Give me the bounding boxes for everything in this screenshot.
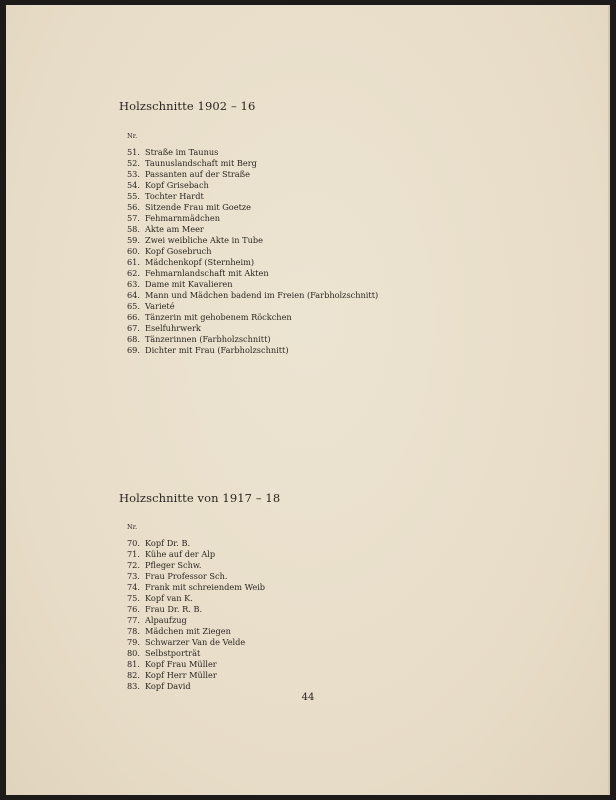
list-item	[119, 147, 539, 158]
item-number: 56.	[126, 202, 140, 212]
nr-label: Nr.	[127, 132, 138, 140]
list-item	[119, 257, 539, 268]
list-item	[119, 604, 539, 615]
list-item	[119, 626, 539, 637]
item-title: Tänzerinnen (Farbholzschnitt)	[145, 334, 271, 344]
section-heading: Holzschnitte von 1917 – 18	[119, 491, 281, 505]
item-number: 66.	[126, 312, 140, 322]
woodcuts-1917-18-section	[119, 491, 539, 692]
item-number: 63.	[126, 279, 140, 289]
list-item	[119, 637, 539, 648]
item-number: 55.	[126, 191, 140, 201]
item-title: Zwei weibliche Akte in Tube	[145, 235, 263, 245]
list-item	[119, 615, 539, 626]
list-item	[119, 180, 539, 191]
item-number: 70.	[126, 538, 140, 548]
document-page	[6, 5, 610, 795]
item-number: 51.	[126, 147, 140, 157]
item-number: 77.	[126, 615, 140, 625]
item-number: 62.	[126, 268, 140, 278]
list-item	[119, 323, 539, 334]
item-title: Dame mit Kavalieren	[145, 279, 233, 289]
item-number: 76.	[126, 604, 140, 614]
item-title: Frank mit schreiendem Weib	[145, 582, 266, 592]
list-item	[119, 571, 539, 582]
list-item	[119, 648, 539, 659]
item-number: 74.	[126, 582, 140, 592]
item-number: 52.	[126, 158, 140, 168]
item-title: Tänzerin mit gehobenem Röckchen	[145, 312, 292, 322]
item-title: Schwarzer Van de Velde	[145, 637, 246, 647]
list-item	[119, 268, 539, 279]
item-number: 61.	[126, 257, 140, 267]
item-number: 58.	[126, 224, 140, 234]
item-title: Dichter mit Frau (Farbholzschnitt)	[145, 345, 289, 355]
list-item	[119, 290, 539, 301]
item-title: Varieté	[145, 301, 175, 311]
item-number: 60.	[126, 246, 140, 256]
item-title: Frau Dr. R. B.	[145, 604, 203, 614]
item-title: Kopf Dr. B.	[145, 538, 191, 548]
list-item	[119, 224, 539, 235]
item-title: Frau Professor Sch.	[145, 571, 228, 581]
list-item	[119, 582, 539, 593]
list-item	[119, 312, 539, 323]
page-number: 44	[301, 692, 315, 703]
item-number: 73.	[126, 571, 140, 581]
item-title: Sitzende Frau mit Goetze	[145, 202, 252, 212]
item-number: 69.	[126, 345, 140, 355]
list-item	[119, 202, 539, 213]
item-number: 83.	[126, 681, 140, 691]
catalog-list	[119, 538, 539, 692]
item-number: 82.	[126, 670, 140, 680]
item-number: 79.	[126, 637, 140, 647]
item-title: Pfleger Schw.	[145, 560, 202, 570]
list-item	[119, 235, 539, 246]
list-item	[119, 213, 539, 224]
item-title: Kopf David	[145, 681, 191, 691]
item-title: Kopf Herr Müller	[145, 670, 217, 680]
item-title: Tochter Hardt	[145, 191, 204, 201]
item-number: 72.	[126, 560, 140, 570]
item-number: 71.	[126, 549, 140, 559]
list-item	[119, 538, 539, 549]
item-title: Akte am Meer	[145, 224, 204, 234]
list-item	[119, 345, 539, 356]
catalog-list	[119, 147, 539, 356]
item-title: Kühe auf der Alp	[145, 549, 216, 559]
nr-label: Nr.	[127, 523, 138, 531]
item-number: 68.	[126, 334, 140, 344]
list-item	[119, 191, 539, 202]
section-heading: Holzschnitte 1902 – 16	[119, 99, 256, 113]
list-item	[119, 169, 539, 180]
item-title: Kopf Gosebruch	[145, 246, 212, 256]
list-item	[119, 301, 539, 312]
item-number: 65.	[126, 301, 140, 311]
item-title: Eselfuhrwerk	[145, 323, 201, 333]
list-item	[119, 560, 539, 571]
item-title: Kopf Frau Müller	[145, 659, 217, 669]
woodcuts-1902-16-section	[119, 99, 539, 356]
item-title: Mädchen mit Ziegen	[145, 626, 231, 636]
item-title: Fehmarnmädchen	[145, 213, 221, 223]
list-item	[119, 279, 539, 290]
item-title: Kopf Grisebach	[145, 180, 209, 190]
item-number: 81.	[126, 659, 140, 669]
list-item	[119, 670, 539, 681]
item-title: Mann und Mädchen badend im Freien (Farbholzschnitt)	[145, 290, 379, 300]
item-title: Taunuslandschaft mit Berg	[145, 158, 257, 168]
item-title: Kopf van K.	[145, 593, 193, 603]
item-number: 64.	[126, 290, 140, 300]
item-title: Mädchenkopf (Sternheim)	[145, 257, 255, 267]
list-item	[119, 246, 539, 257]
item-number: 75.	[126, 593, 140, 603]
item-number: 53.	[126, 169, 140, 179]
list-item	[119, 593, 539, 604]
item-title: Selbstporträt	[145, 648, 201, 658]
item-title: Alpaufzug	[145, 615, 187, 625]
item-number: 67.	[126, 323, 140, 333]
item-number: 78.	[126, 626, 140, 636]
list-item	[119, 158, 539, 169]
list-item	[119, 659, 539, 670]
item-number: 57.	[126, 213, 140, 223]
item-number: 54.	[126, 180, 140, 190]
list-item	[119, 681, 539, 692]
item-number: 59.	[126, 235, 140, 245]
item-title: Fehmarnlandschaft mit Akten	[145, 268, 269, 278]
list-item	[119, 549, 539, 560]
item-title: Straße im Taunus	[145, 147, 219, 157]
page-edge	[608, 5, 610, 795]
item-number: 80.	[126, 648, 140, 658]
item-title: Passanten auf der Straße	[145, 169, 250, 179]
list-item	[119, 334, 539, 345]
